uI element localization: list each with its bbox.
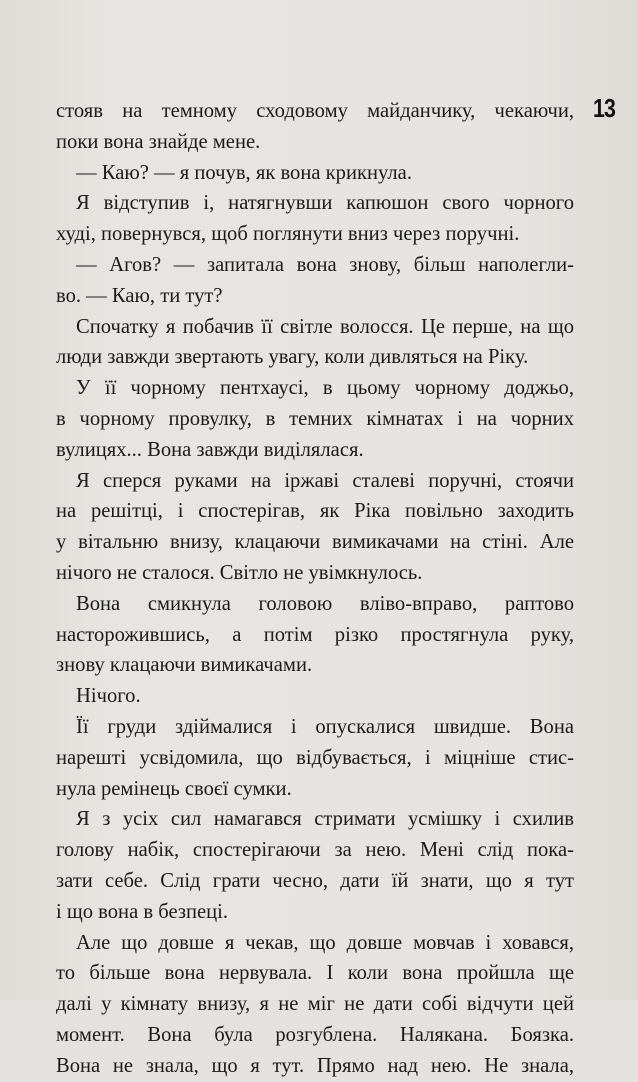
text-line: зати себе. Слід грати чесно, дати їй знати, що я тут xyxy=(56,869,574,892)
text-line: У її чорному пентхаусі, в цьому чорному доджьо, xyxy=(76,377,574,400)
text-line: Вона смикнула головою вліво-вправо, раптово xyxy=(76,592,574,615)
text-line: нарешті усвідомила, що відбувається, і міцніше стис- xyxy=(56,746,574,769)
text-line: у вітальню внизу, клацаючи вимикачами на стіні. Але xyxy=(56,531,574,554)
text-line: Я з усіх сил намагався стримати усмішку і схилив xyxy=(76,808,574,831)
text-line: поки вона знайде мене. xyxy=(56,130,261,153)
text-line: нула ремінець своєї сумки. xyxy=(56,777,292,800)
text-line: стояв на темному сходовому майданчику, чекаючи, xyxy=(56,100,574,122)
text-line: момент. Вона була розгублена. Налякана. Боязка. xyxy=(56,1023,574,1046)
text-line: люди завжди звертають увагу, коли дивляться на Ріку. xyxy=(56,346,529,369)
text-line: Вона не знала, що я тут. Прямо над нею. Не знала, xyxy=(56,1054,574,1077)
text-line: Нічого. xyxy=(76,685,141,708)
text-line: то більше вона нервувала. І коли вона пройшла ще xyxy=(56,962,574,985)
text-line: насторожившись, а потім різко простягнула руку, xyxy=(56,623,574,646)
text-line: — Каю? — я почув, як вона крикнула. xyxy=(76,161,412,184)
text-line: голову набік, спостерігаючи за нею. Мені слід пока- xyxy=(56,839,574,862)
text-line: на решітці, і спостерігав, як Ріка повільно заходить xyxy=(56,500,574,523)
text-line: во. — Каю, ти тут? xyxy=(56,284,223,307)
text-line: худі, повернувся, щоб поглянути вниз через поручні. xyxy=(56,223,520,246)
text-line: — Агов? — запитала вона знову, більш наполегли- xyxy=(76,253,574,276)
text-line: Спочатку я побачив її світле волосся. Це перше, на що xyxy=(76,315,574,338)
text-line: в чорному провулку, в темних кімнатах і на чорних xyxy=(56,407,574,430)
text-line: далі у кімнату внизу, я не міг не дати собі відчути цей xyxy=(56,993,574,1016)
text-line: Я сперся руками на іржаві сталеві поручні, стоячи xyxy=(76,469,574,492)
text-line: Її груди здіймалися і опускалися швидше. Вона xyxy=(76,715,574,738)
text-line: Але що довше я чекав, що довше мовчав і ховався, xyxy=(76,931,574,954)
text-line: і що вона в безпеці. xyxy=(56,900,229,923)
text-line: знову клацаючи вимикачами. xyxy=(56,654,313,677)
page-number: 13 xyxy=(593,93,616,123)
text-line: Я відступив і, натягнувши капюшон свого чорного xyxy=(76,192,574,215)
body-text xyxy=(56,96,574,1082)
text-line: вулицях... Вона завжди виділялася. xyxy=(56,438,364,461)
text-line: нічого не сталося. Світло не увімкнулось. xyxy=(56,561,423,584)
